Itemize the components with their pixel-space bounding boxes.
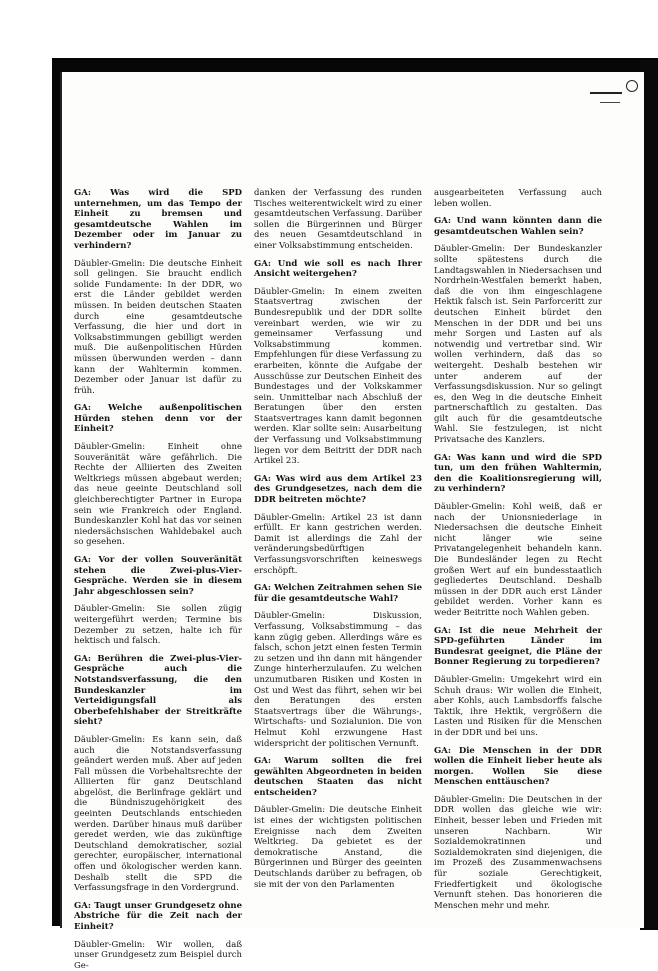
paragraph: Däubler-Gmelin: Es kann sein, daß auch die Notstandsverfassung geändert werden muß. Aber auf jeden Fall müssen die Vorbehaltsrechte der Alliierten für ganz Deutschland abgelöst, die Berlinfrage geklärt und die Bündniszugehörigkeit des geeinten Deutschlands entschieden werden. Darüber hinaus muß darüber geredet werden, wie das zukünftige Deutschland demokratischer, sozial gerechter, europäischer, international offen und ökologischer werden kann. Deshalb stellt die SPD die Verfassungsfrage in den Vordergrund. <box>74 734 242 894</box>
paragraph: GA: Berühren die Zwei-plus-Vier-Gespräche auch die Notstandsverfassung, die den Bundeskanzler im Verteidigungsfall als Oberbefehlshaber der Streitkräfte sieht? <box>74 653 242 728</box>
paragraph: Däubler-Gmelin: Wir wollen, daß unser Grundgesetz zum Beispiel durch Ge- <box>74 939 242 971</box>
text-column-2 <box>254 188 422 890</box>
paragraph: GA: Was wird die SPD unternehmen, um das Tempo der Einheit zu bremsen und gesamtdeutsche Wahlen im Dezember oder im Januar zu verhindern? <box>74 188 242 251</box>
paragraph: Däubler-Gmelin: Sie sollen zügig weitergeführt werden; Termine bis Dezember zu setzen, halte ich für hektisch und falsch. <box>74 604 242 647</box>
paragraph: GA: Was wird aus dem Artikel 23 des Grundgesetzes, nach dem die DDR beitreten möchte? <box>254 473 422 506</box>
corner-punch-mark <box>626 80 638 92</box>
scan-margin-left <box>0 0 52 956</box>
paragraph: ausgearbeiteten Verfassung auch leben wollen. <box>434 188 602 209</box>
paragraph: GA: Was kann und wird die SPD tun, um den frühen Wahltermin, den die Koalitionsregierung will, zu verhindern? <box>434 452 602 495</box>
paragraph: Däubler-Gmelin: Einheit ohne Souveränität wäre gefährlich. Die Rechte der Alliierten des Zweiten Weltkriegs müssen abgebaut werden; das neue geeinte Deutschland soll gleichberechtigter Partner in Europa sein wie Frankreich oder England. Bundeskanzler Kohl hat das vor seinen niedersächsischen Wahldebakel auch so gesehen. <box>74 442 242 548</box>
paragraph: GA: Taugt unser Grundgesetz ohne Abstriche für die Zeit nach der Einheit? <box>74 900 242 932</box>
paragraph: Däubler-Gmelin: Die deutsche Einheit ist eines der wichtigsten politischen Ereignisse nach dem Zweiten Weltkrieg. Da gebietet es der demokratische Anstand, die Bürgerinnen und Bürger des geeinten Deutschlands darüber zu befragen, ob sie mit der von den Parlamenten <box>254 805 422 890</box>
paragraph: GA: Welchen Zeitrahmen sehen Sie für die gesamtdeutsche Wahl? <box>254 583 422 604</box>
corner-rule <box>590 92 622 94</box>
paragraph: Däubler-Gmelin: Der Bundeskanzler sollte spätestens durch die Landtagswahlen in Niedersachsen und Nordrhein-Westfalen bemerkt haben, daß die von ihm eingeschlagene Hektik falsch ist. Sein Parforceritt zur deutschen Einheit bürdet den Menschen in der DDR und bei uns mehr Sorgen und Lasten auf als notwendig und vertretbar sind. Wir wollen verhindern, daß das so weitergeht. Deshalb bestehen wir unter anderem auf der Verfassungsdiskussion. Nur so gelingt es, den Weg in die deutsche Einheit partnerschaftlich zu gestalten. Das gilt auch für die gesamtdeutsche Wahl. Sie festzulegen, ist nicht Privatsache des Kanzlers. <box>434 244 602 446</box>
paragraph: GA: Ist die neue Mehrheit der SPD-geführten Länder im Bundesrat geeignet, die Pläne der Bonner Regierung zu torpedieren? <box>434 625 602 668</box>
paragraph: GA: Die Menschen in der DDR wollen die Einheit lieber heute als morgen. Wollen Sie diese Menschen enttäuschen? <box>434 745 602 788</box>
paragraph: Däubler-Gmelin: Umgekehrt wird ein Schuh draus: Wir wollen die Einheit, aber Kohls, auch Lambsdorffs falsche Taktik, ihre Hektik, vergrößern die Lasten und Risiken für die Menschen in der DDR und bei uns. <box>434 674 602 738</box>
corner-rule-small <box>600 102 620 103</box>
interview-text-columns <box>74 188 602 971</box>
paragraph: Däubler-Gmelin: In einem zweiten Staatsvertrag zwischen der Bundesrepublik und der DDR sollte vereinbart werden, wie wir zu gemeinsamer Verfassung und Volksabstimmung kommen. Empfehlungen für diese Verfassung zu erarbeiten, könnte die Aufgabe der Ausschüsse zur Deutschen Einheit des Bundestages und der Volkskammer sein. Unmittelbar nach Abschluß der Beratungen über den ersten Staatsvertrages kann damit begonnen werden. Klar sollte sein: Ausarbeitung der Verfassung und Volksabstimmung liegen vor dem Beitritt der DDR nach Artikel 23. <box>254 286 422 467</box>
paragraph: Däubler-Gmelin: Kohl weiß, daß er nach der Unionsniederlage in Niedersachsen die deutsche Einheit nicht länger wie seine Privatangelegenheit behandeln kann. Die Bundesländer legen zu Recht großen Wert auf ein bundesstaatlich gegliedertes Deutschland. Deshalb müssen in der DDR auch erst Länder gebildet werden. Vorher kann es weder Beitritte noch Wahlen geben. <box>434 502 602 618</box>
paragraph: Däubler-Gmelin: Die Deutschen in der DDR wollen das gleiche wie wir: Einheit, besser leben und Frieden mit unseren Nachbarn. Wir Sozialdemokratinnen und Sozialdemokraten sind diejenigen, die im Prozeß des Zusammenwachsens für soziale Gerechtigkeit, Friedfertigkeit und ökologische Vernunft stehen. Das honorieren die Menschen mehr und mehr. <box>434 794 602 911</box>
paragraph: danken der Verfassung des runden Tisches weiterentwickelt wird zu einer gesamtdeutschen Verfassung. Darüber sollen die Bürgerinnen und Bürger des neuen Gesamtdeutschland in einer Volksabstimmung entscheiden. <box>254 188 422 251</box>
paragraph: GA: Warum sollten die frei gewählten Abgeordneten in beiden deutschen Staaten das nicht entscheiden? <box>254 756 422 798</box>
paragraph: GA: Und wie soll es nach Ihrer Ansicht weitergehen? <box>254 258 422 280</box>
text-column-3 <box>434 188 602 911</box>
scan-margin-top <box>0 0 658 58</box>
text-column-1 <box>74 188 242 971</box>
paragraph: Däubler-Gmelin: Artikel 23 ist dann erfüllt. Er kann gestrichen werden. Damit ist allerdings die Zahl der veränderungsbedürftigen Verfassungsvorschriften keineswegs erschöpft. <box>254 512 422 576</box>
paragraph: GA: Welche außenpolitischen Hürden stehen denn vor der Einheit? <box>74 403 242 435</box>
paragraph: Däubler-Gmelin: Diskussion, Verfassung, Volksabstimmung – das kann zügig geben. Allerdings wäre es falsch, schon jetzt einen festen Termin zu setzen und ihn dann mit hängender Zunge hinterherzulaufen. Zu welchen unzumutbaren Risiken und Kosten in Ost und West das führt, sehen wir bei den Beratungen des ersten Staatsvertrags über die Währungs-, Wirtschafts- und Sozialunion. Die von Helmut Kohl erzwungene Hast widerspricht der politischen Vernunft. <box>254 611 422 749</box>
paragraph: GA: Und wann könnten dann die gesamtdeutschen Wahlen sein? <box>434 216 602 237</box>
paragraph: GA: Vor der vollen Souveränität stehen die Zwei-plus-Vier-Gespräche. Werden sie in diesem Jahr abgeschlossen sein? <box>74 555 242 597</box>
paragraph: Däubler-Gmelin: Die deutsche Einheit soll gelingen. Sie braucht endlich solide Fundamente: In der DDR, wo erst die Länder gebildet werden müssen. In beiden deutschen Staaten durch eine gesamtdeutsche Verfassung, die hier und dort in Volksabstimmungen gebilligt werden muß. Die außenpolitischen Hürden müssen überwunden werden – dann kann der Wahltermin kommen. Dezember oder Januar ist dafür zu früh. <box>74 258 242 396</box>
